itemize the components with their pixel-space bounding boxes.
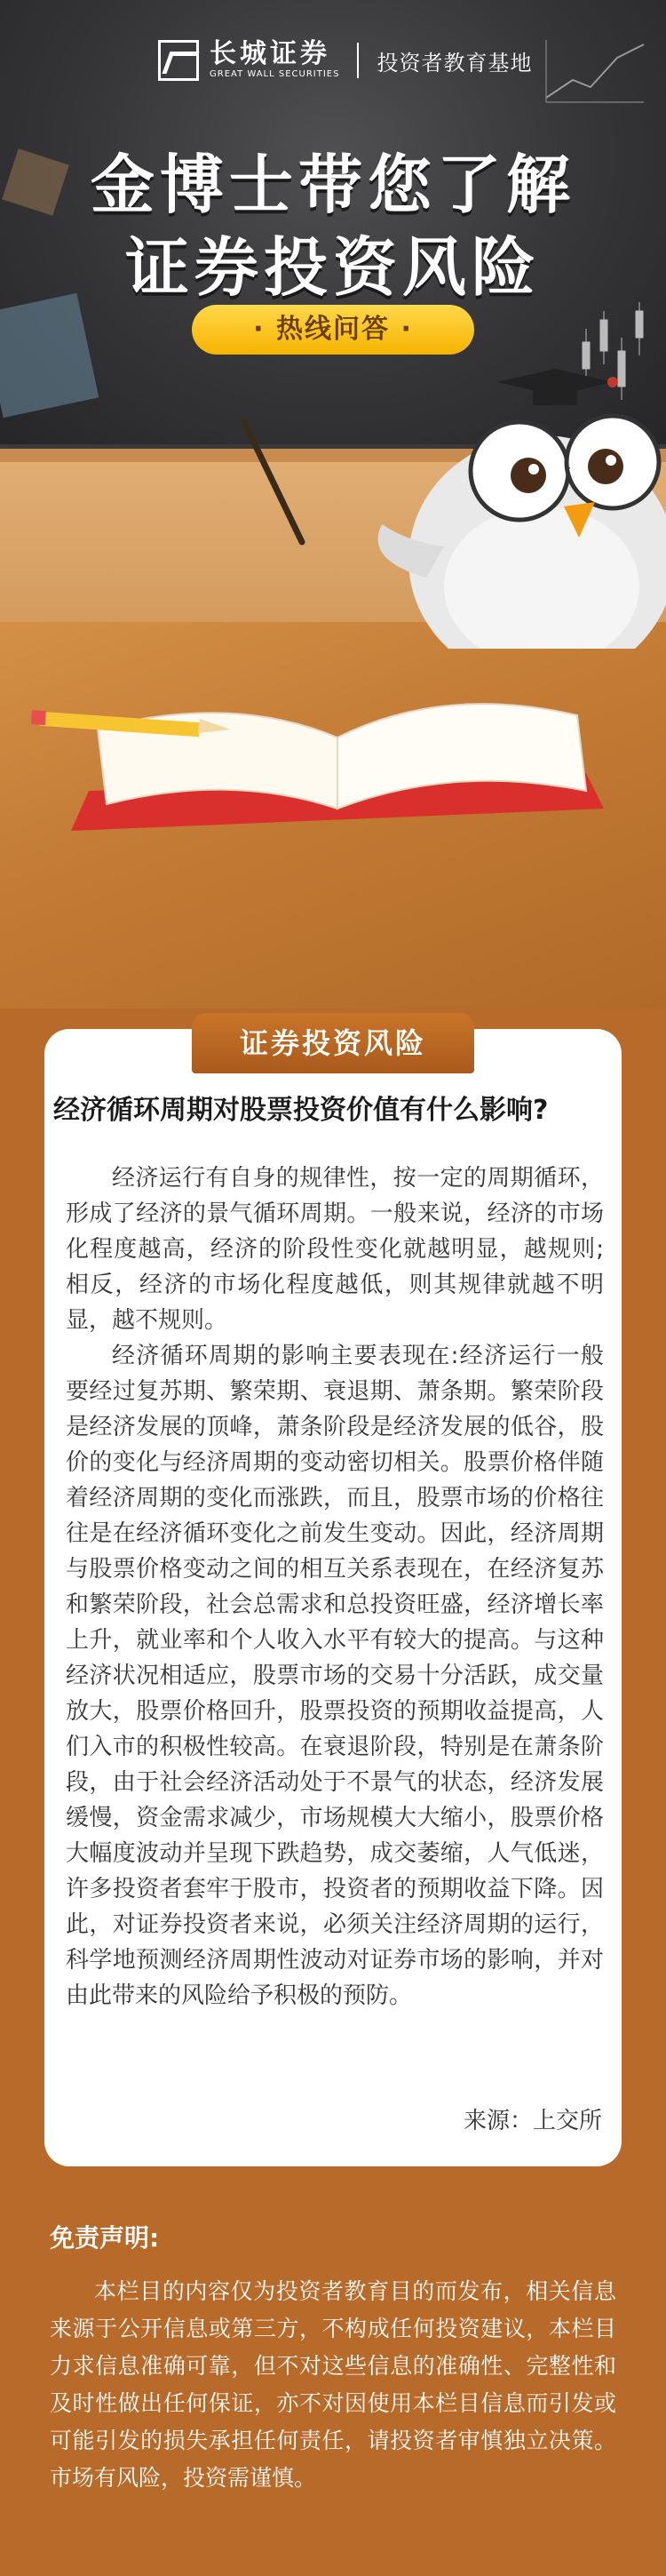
hotline-badge: · 热线问答 ·: [192, 305, 474, 355]
disclaimer-title: 免责声明:: [50, 2223, 160, 2253]
hero-title-line2: 证券投资风险: [124, 230, 541, 305]
question-title: 经济循环周期对股票投资价值有什么影响?: [53, 1095, 549, 1126]
pointer-stick-icon: [240, 418, 311, 551]
source-label: 来源：上交所: [463, 2108, 602, 2134]
book-icon: [53, 675, 604, 835]
disclaimer-text: 本栏目的内容仅为投资者教育目的而发布，相关信息来源于公开信息或第三方，不构成任何投资建议，本栏目力求信息准确可靠，但不对这些信息的准确性、完整性和及时性做出任何保证，亦不对因使用本栏目信息而引发或可能引发的损失承担任何责任，请投资者审慎独立决策。市场有风险，投资需谨慎。: [50, 2278, 616, 2491]
article-paragraph-1: 经济运行有自身的规律性，按一定的周期循环，形成了经济的景气循环周期。一般来说，经济的市场化程度越高，经济的阶段性变化就越明显，越规则;相反，经济的市场化程度越低，则其规律就越不明显，越不规则。: [66, 1165, 604, 1334]
section-tab: 证券投资风险: [192, 1013, 474, 1073]
brand-subtitle: 投资者教育基地: [377, 50, 533, 76]
logo-divider: [357, 43, 359, 78]
hero-banner: [0, 0, 666, 1009]
brand-name: 长城证券: [210, 38, 330, 69]
owl-mascot-icon: [373, 355, 666, 649]
chart-doodle-icon: [542, 36, 648, 107]
article-paragraph-2: 经济循环周期的影响主要表现在:经济运行一般要经过复苏期、繁荣期、衰退期、萧条期。繁荣阶段是经济发展的顶峰，萧条阶段是经济发展的低谷，股价的变化与经济周期的变动密切相关。股票价格伴随着经济周期的变化而涨跌，而且，股票市场的价格往往是在经济循环变化之前发生变动。因此，经济周期与股票价格变动之间的相互关系表现在，在经济复苏和繁荣阶段，社会总需求和总投资旺盛，经济增长率上升，就业率和个人收入水平有较大的提高。与这种经济状况相适应，股票市场的交易十分活跃，成交量放大，股票价格回升，股票投资的预期收益提高，人们入市的积极性较高。在衰退阶段，特别是在萧条阶段，由于社会经济活动处于不景气的状态，经济发展缓慢，资金需求减少，市场规模大大缩小，股票价格大幅度波动并呈现下跌趋势，成交萎缩，人气低迷，许多投资者套牢于股市，投资者的预期收益下降。因此，对证券投资者来说，必须关注经济周期的运行，科学地预测经济周期性波动对证券市场的影响，并对由此带来的风险给予积极的预防。: [66, 1343, 604, 2009]
brand-logo: [158, 40, 532, 81]
hero-title-line1: 金博士带您了解: [90, 148, 575, 222]
logo-icon: [158, 40, 199, 81]
pencil-icon: [31, 706, 235, 742]
brand-english-name: GREAT WALL SECURITIES: [210, 69, 340, 79]
